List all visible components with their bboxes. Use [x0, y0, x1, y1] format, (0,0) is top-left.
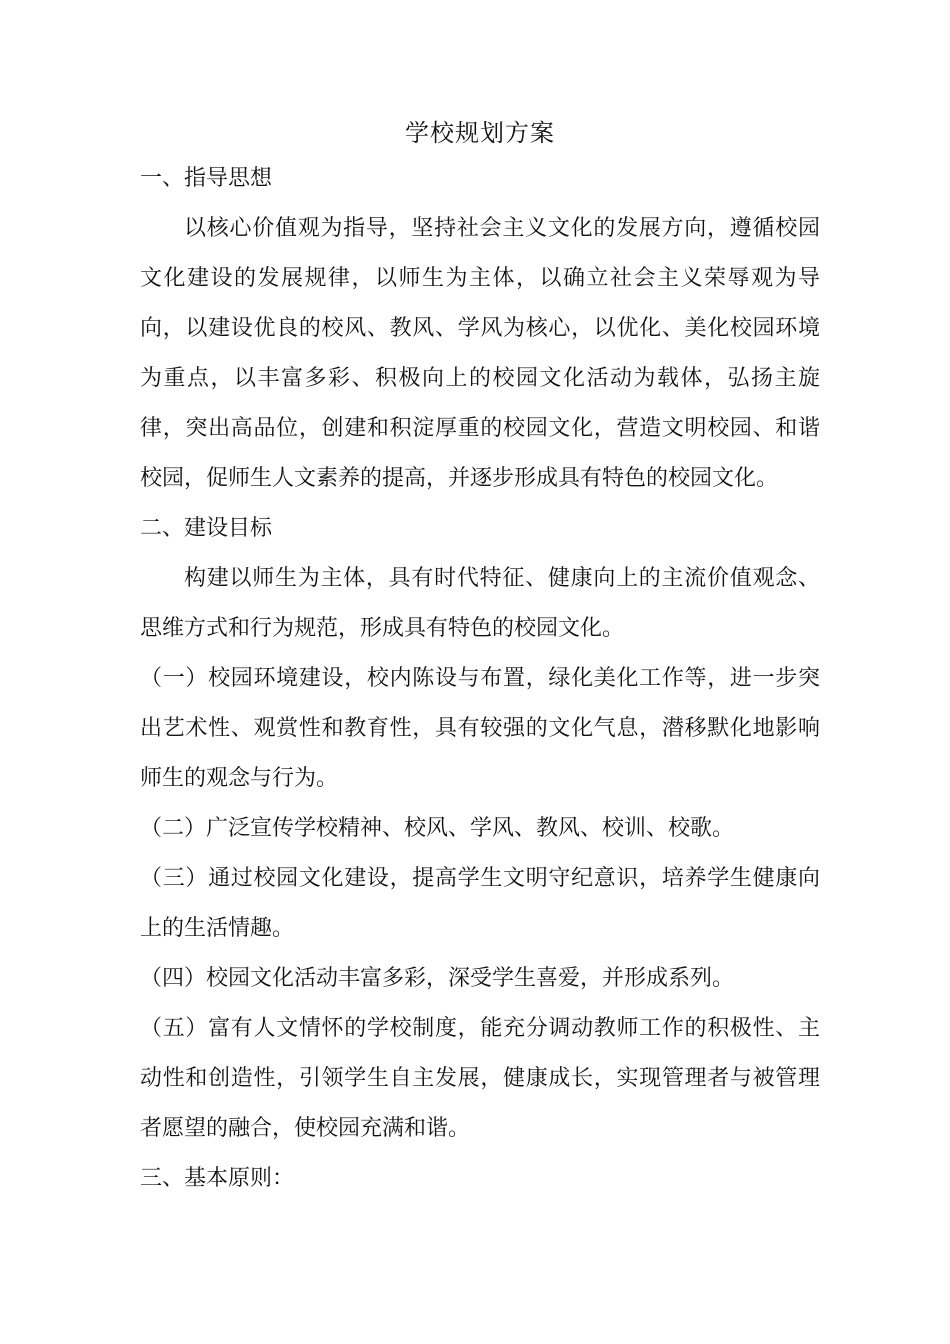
goal-item-3: （三）通过校园文化建设，提高学生文明守纪意识，培养学生健康向上的生活情趣。: [140, 866, 820, 941]
goal-item-2: （二）广泛宣传学校精神、校风、学风、教风、校训、校歌。: [140, 816, 735, 841]
goal-item-5: （五）富有人文情怀的学校制度，能充分调动教师工作的积极性、主动性和创造性，引领学生自主发展，健康成长，实现管理者与被管理者愿望的融合，使校园充满和谐。: [140, 1016, 820, 1141]
section-heading-basic-principles: 三、基本原则：: [140, 1166, 295, 1191]
section-heading-construction-goals: 二、建设目标: [140, 516, 273, 541]
goal-item-4: （四）校园文化活动丰富多彩，深受学生喜爱，并形成系列。: [140, 966, 735, 991]
document-body: [140, 154, 820, 1204]
section-heading-guiding-ideology: 一、指导思想: [140, 166, 273, 191]
document-title: 学校规划方案: [405, 119, 555, 147]
construction-goals-paragraph: 构建以师生为主体，具有时代特征、健康向上的主流价值观念、思维方式和行为规范，形成具有特色的校园文化。: [140, 566, 820, 641]
guiding-ideology-paragraph: 以核心价值观为指导，坚持社会主义文化的发展方向，遵循校园文化建设的发展规律，以师生为主体，以确立社会主义荣辱观为导向，以建设优良的校风、教风、学风为核心，以优化、美化校园环境为重点，以丰富多彩、积极向上的校园文化活动为载体，弘扬主旋律，突出高品位，创建和积淀厚重的校园文化，营造文明校园、和谐校园，促师生人文素养的提高，并逐步形成具有特色的校园文化。: [140, 216, 820, 491]
goal-item-1: （一）校园环境建设，校内陈设与布置，绿化美化工作等，进一步突出艺术性、观赏性和教育性，具有较强的文化气息，潜移默化地影响师生的观念与行为。: [140, 666, 820, 791]
